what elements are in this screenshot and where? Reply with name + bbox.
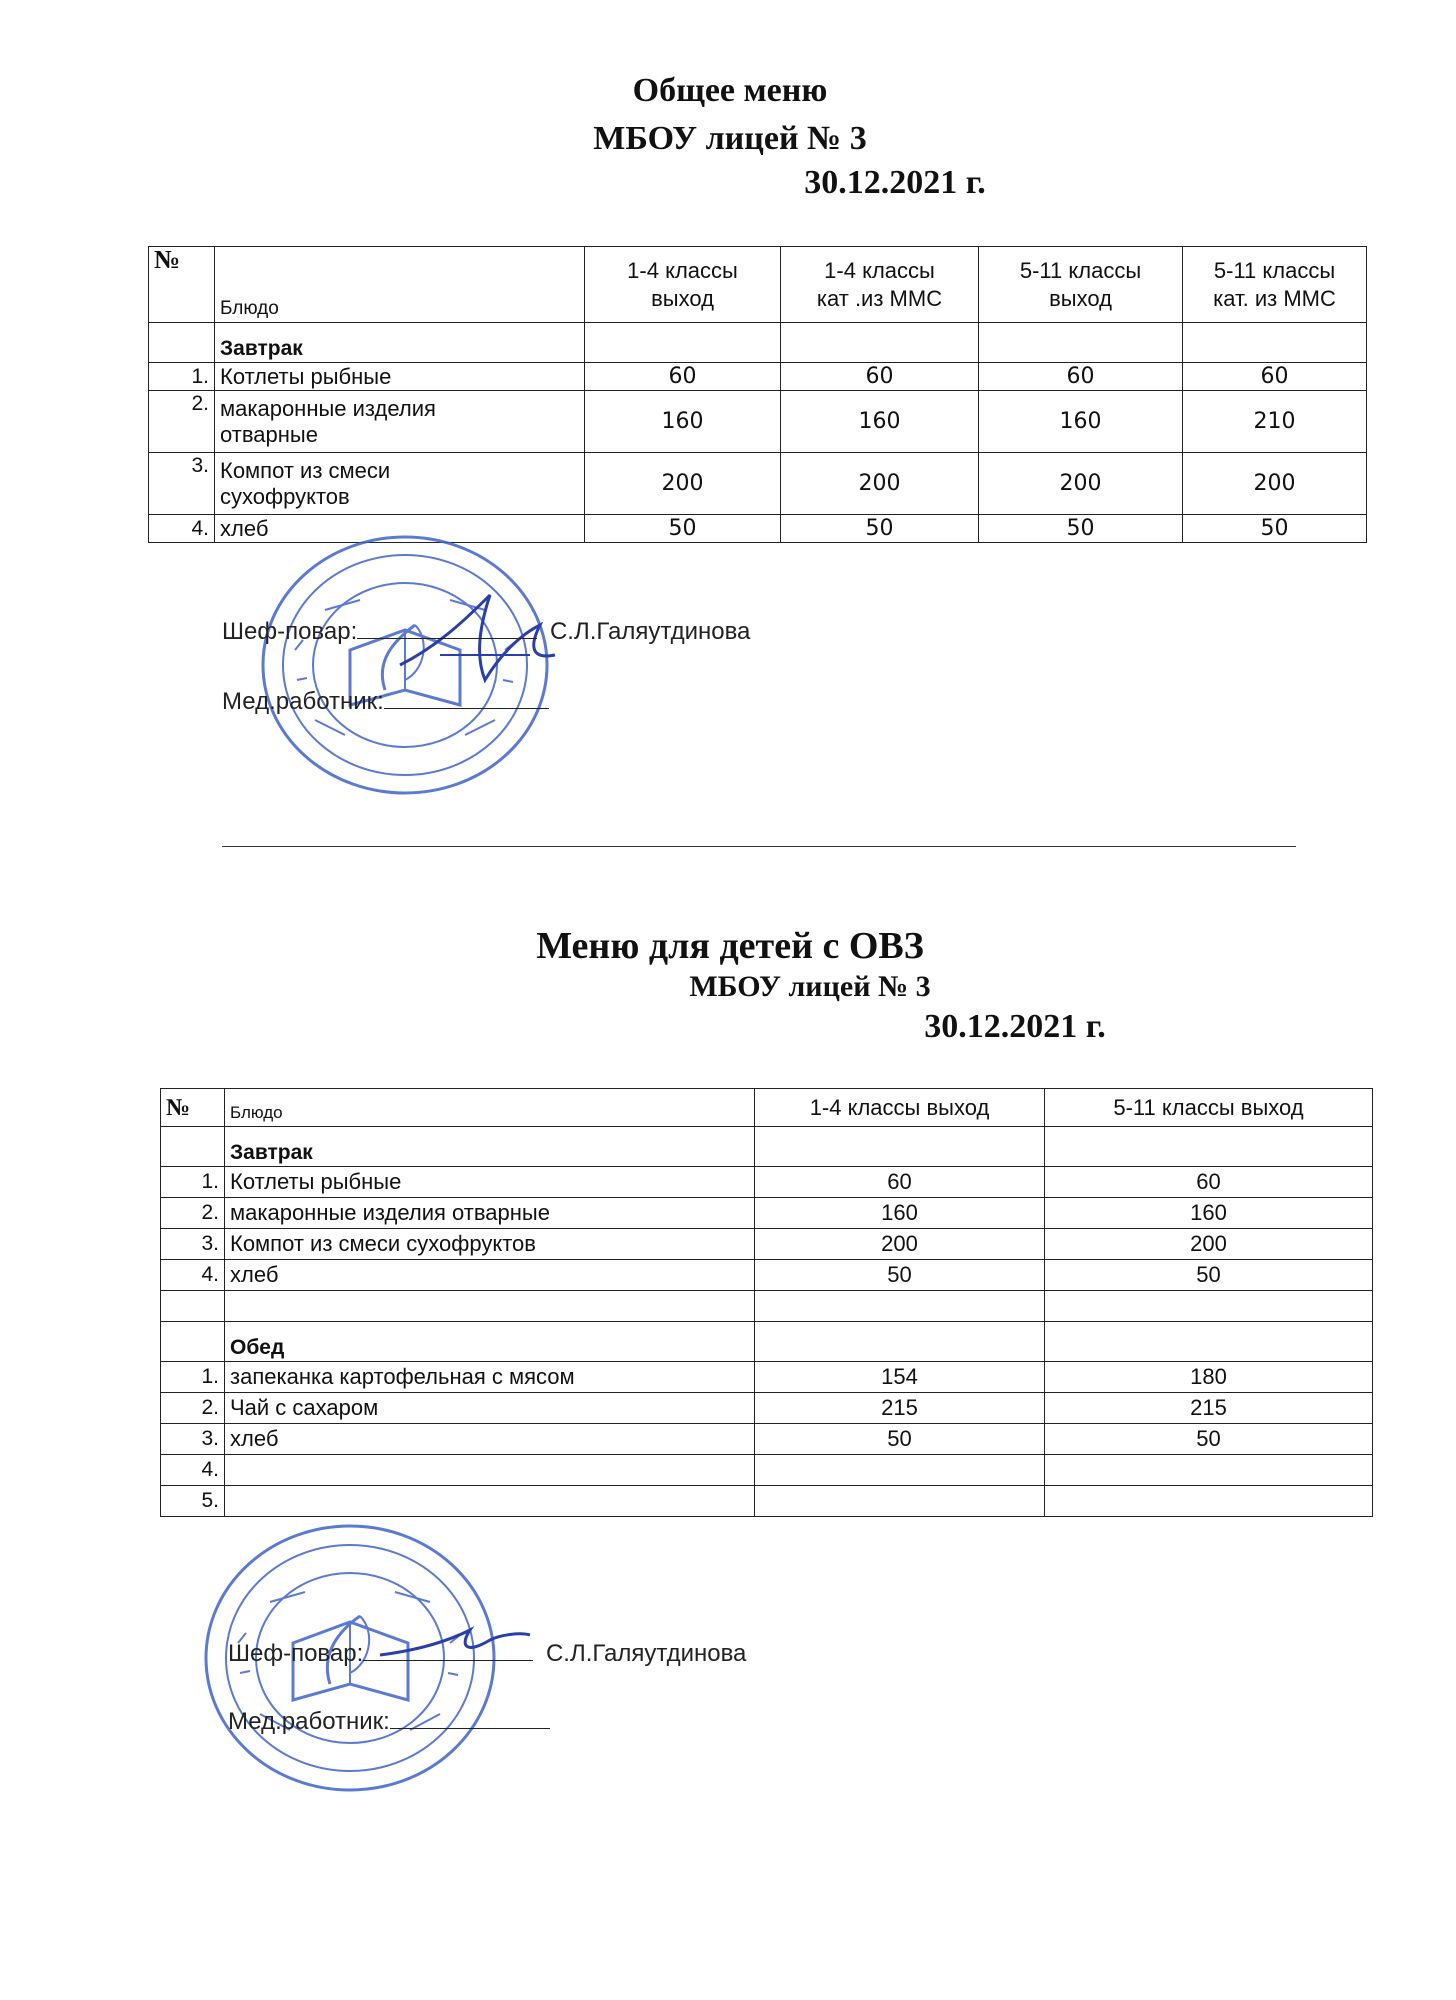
- header-col-2: 1-4 классы кат .из ММС: [781, 247, 979, 323]
- chef-name: С.Л.Галяутдинова: [545, 1640, 747, 1667]
- row-number: 3.: [161, 1424, 225, 1455]
- section-divider: [222, 846, 1296, 847]
- value-cell: 50: [1045, 1424, 1373, 1455]
- row-number: 3.: [161, 1229, 225, 1260]
- value-cell: 200: [755, 1229, 1045, 1260]
- table-row: [161, 1362, 1373, 1393]
- section-row: [149, 323, 1367, 363]
- dish-name: макаронные изделия отварные: [225, 1198, 755, 1229]
- table-row: [149, 391, 1367, 453]
- med-label: Мед.работник:: [222, 688, 384, 715]
- value-cell: 200: [1183, 453, 1367, 515]
- general-menu-school: МБОУ лицей № 3: [593, 120, 867, 157]
- table-header-row: [149, 247, 1367, 323]
- row-number: 2.: [161, 1198, 225, 1229]
- med-signature-line: [228, 1708, 550, 1736]
- dish-name: хлеб: [215, 515, 585, 543]
- dish-name: Чай с сахаром: [225, 1393, 755, 1424]
- table-row: [149, 453, 1367, 515]
- value-cell: 160: [1045, 1198, 1373, 1229]
- header-col-4: 5-11 классы кат. из ММС: [1183, 247, 1367, 323]
- value-cell: 50: [585, 515, 781, 543]
- value-cell: 180: [1045, 1362, 1373, 1393]
- dish-name: Котлеты рыбные: [225, 1167, 755, 1198]
- value-cell: 215: [1045, 1393, 1373, 1424]
- row-number: 3.: [149, 453, 215, 515]
- header-dish: Блюдо: [215, 247, 585, 323]
- row-number: 1.: [161, 1167, 225, 1198]
- value-cell: 200: [1045, 1229, 1373, 1260]
- table-header-row: [161, 1089, 1373, 1127]
- value-cell: 60: [979, 363, 1183, 391]
- row-number: 5.: [161, 1486, 225, 1517]
- ovz-menu-title: Меню для детей с ОВЗ: [536, 925, 924, 967]
- section-lunch: Обед: [225, 1322, 755, 1362]
- ovz-menu-school: МБОУ лицей № 3: [689, 970, 931, 1003]
- header-col-3: 5-11 классы выход: [979, 247, 1183, 323]
- row-number: 4.: [149, 515, 215, 543]
- value-cell: [755, 1486, 1045, 1517]
- table-row: [161, 1260, 1373, 1291]
- section-row: [161, 1322, 1373, 1362]
- dish-name: Котлеты рыбные: [215, 363, 585, 391]
- dish-name: Компот из смеси сухофруктов: [215, 453, 585, 515]
- value-cell: 160: [979, 391, 1183, 453]
- value-cell: 215: [755, 1393, 1045, 1424]
- table-row: [161, 1167, 1373, 1198]
- med-label: Мед.работник:: [228, 1708, 390, 1735]
- chef-label: Шеф-повар:: [228, 1640, 364, 1667]
- chef-signature-line: [222, 618, 750, 646]
- value-cell: 154: [755, 1362, 1045, 1393]
- value-cell: 160: [755, 1198, 1045, 1229]
- section-breakfast: Завтрак: [225, 1127, 755, 1167]
- table-row: [161, 1455, 1373, 1486]
- value-cell: 50: [1045, 1260, 1373, 1291]
- section-row: [161, 1127, 1373, 1167]
- ovz-menu-table: [160, 1088, 1373, 1517]
- chef-name: С.Л.Галяутдинова: [549, 618, 751, 645]
- value-cell: 50: [1183, 515, 1367, 543]
- value-cell: 60: [1183, 363, 1367, 391]
- dish-name: запеканка картофельная с мясом: [225, 1362, 755, 1393]
- header-col-1: 1-4 классы выход: [755, 1089, 1045, 1127]
- row-number: 2.: [149, 391, 215, 453]
- general-menu-title: Общее меню: [632, 72, 828, 109]
- value-cell: 60: [585, 363, 781, 391]
- row-number: 4.: [161, 1260, 225, 1291]
- table-row: [161, 1198, 1373, 1229]
- value-cell: 50: [781, 515, 979, 543]
- table-row: [161, 1291, 1373, 1322]
- value-cell: 60: [781, 363, 979, 391]
- value-cell: [1045, 1486, 1373, 1517]
- med-signature-line: [222, 688, 549, 716]
- table-row: [161, 1486, 1373, 1517]
- section-breakfast: Завтрак: [215, 323, 585, 363]
- dish-name: макаронные изделия отварные: [215, 391, 585, 453]
- row-number: 2.: [161, 1393, 225, 1424]
- dish-name: хлеб: [225, 1424, 755, 1455]
- header-col-2: 5-11 классы выход: [1045, 1089, 1373, 1127]
- header-dish: Блюдо: [225, 1089, 755, 1127]
- row-number: 1.: [149, 363, 215, 391]
- ovz-menu-date: 30.12.2021 г.: [924, 1008, 1106, 1045]
- dish-name: [225, 1486, 755, 1517]
- value-cell: 160: [585, 391, 781, 453]
- value-cell: 200: [781, 453, 979, 515]
- value-cell: 160: [781, 391, 979, 453]
- table-row: [161, 1229, 1373, 1260]
- value-cell: 50: [979, 515, 1183, 543]
- value-cell: 60: [755, 1167, 1045, 1198]
- value-cell: 210: [1183, 391, 1367, 453]
- chef-label: Шеф-повар:: [222, 618, 358, 645]
- row-number: 4.: [161, 1455, 225, 1486]
- value-cell: 50: [755, 1260, 1045, 1291]
- value-cell: 60: [1045, 1167, 1373, 1198]
- value-cell: [755, 1455, 1045, 1486]
- chef-signature-line: [228, 1640, 746, 1668]
- row-number: 1.: [161, 1362, 225, 1393]
- value-cell: 50: [755, 1424, 1045, 1455]
- general-menu-table: [148, 246, 1367, 543]
- dish-name: [225, 1455, 755, 1486]
- general-menu-date: 30.12.2021 г.: [804, 164, 986, 201]
- header-no: №: [149, 247, 215, 323]
- value-cell: 200: [585, 453, 781, 515]
- dish-name: Компот из смеси сухофруктов: [225, 1229, 755, 1260]
- header-no: №: [161, 1089, 225, 1127]
- table-row: [161, 1424, 1373, 1455]
- dish-name: хлеб: [225, 1260, 755, 1291]
- table-row: [161, 1393, 1373, 1424]
- value-cell: [1045, 1455, 1373, 1486]
- value-cell: 200: [979, 453, 1183, 515]
- table-row: [149, 363, 1367, 391]
- header-col-1: 1-4 классы выход: [585, 247, 781, 323]
